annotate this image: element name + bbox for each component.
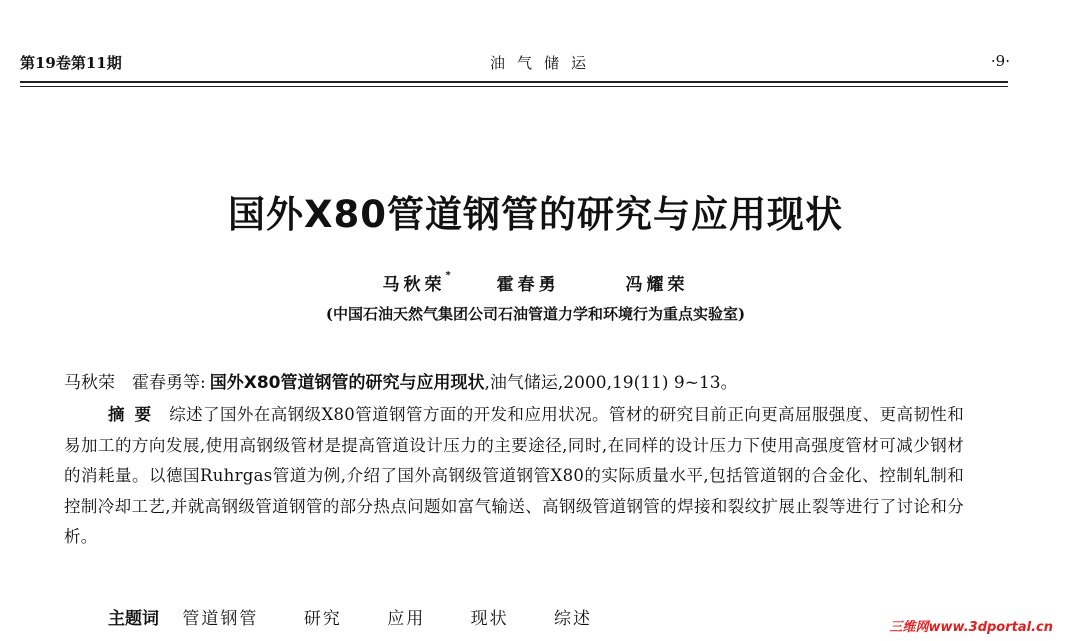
keyword-item: 综述 [554,609,593,629]
header-rule-thick [20,81,1008,83]
citation [64,368,738,393]
watermark: 三维网www.3dportal.cn [889,620,1053,635]
author-1: 马秋荣* [382,270,451,295]
corresponding-mark: * [445,270,451,281]
author-list [0,270,1071,295]
paper-title: 国外X80管道钢管的研究与应用现状 [227,193,843,236]
abstract-label: 摘要 [108,405,162,424]
header-rule-thin [20,86,1008,87]
keyword-item: 应用 [387,609,426,629]
page-header [20,52,1010,78]
page-number: ·9· [990,52,1010,70]
abstract [64,400,964,553]
keyword-item: 现状 [470,609,509,629]
journal-name: 油气储运 [490,54,599,72]
author-3: 冯耀荣 [625,275,689,295]
issue-number: 第19卷第11期 [20,54,122,72]
keyword-item: 管道钢管 [182,609,259,629]
keywords-label: 主题词 [108,609,159,629]
citation-authors: 马秋荣 霍春勇等: [64,373,206,393]
keyword-item: 研究 [303,609,342,629]
citation-title: 国外X80管道钢管的研究与应用现状 [209,373,485,393]
citation-source: ,油气储运,2000,19(11) 9~13。 [484,373,738,393]
affiliation: (中国石油天然气集团公司石油管道力学和环境行为重点实验室) [325,305,746,323]
abstract-text: 综述了国外在高钢级X80管道钢管方面的开发和应用状况。管材的研究目前正向更高屈服强度、更高韧性和易加工的方向发展,使用高钢级管材是提高管道设计压力的主要途径,同时,在同样的设计压力下使用高强度管材可减少钢材的消耗量。以德国Ruhrgas管道为例,介绍了国外高钢级管道钢管X80的实际质量水平,包括管道钢的合金化、控制轧制和控制冷却工艺,并就高钢级管道钢管的部分热点问题如富气输送、高钢级管道钢管的焊接和裂纹扩展止裂等进行了讨论和分析。 [64,405,964,546]
author-2: 霍春勇 [496,275,560,295]
keywords [108,604,632,629]
